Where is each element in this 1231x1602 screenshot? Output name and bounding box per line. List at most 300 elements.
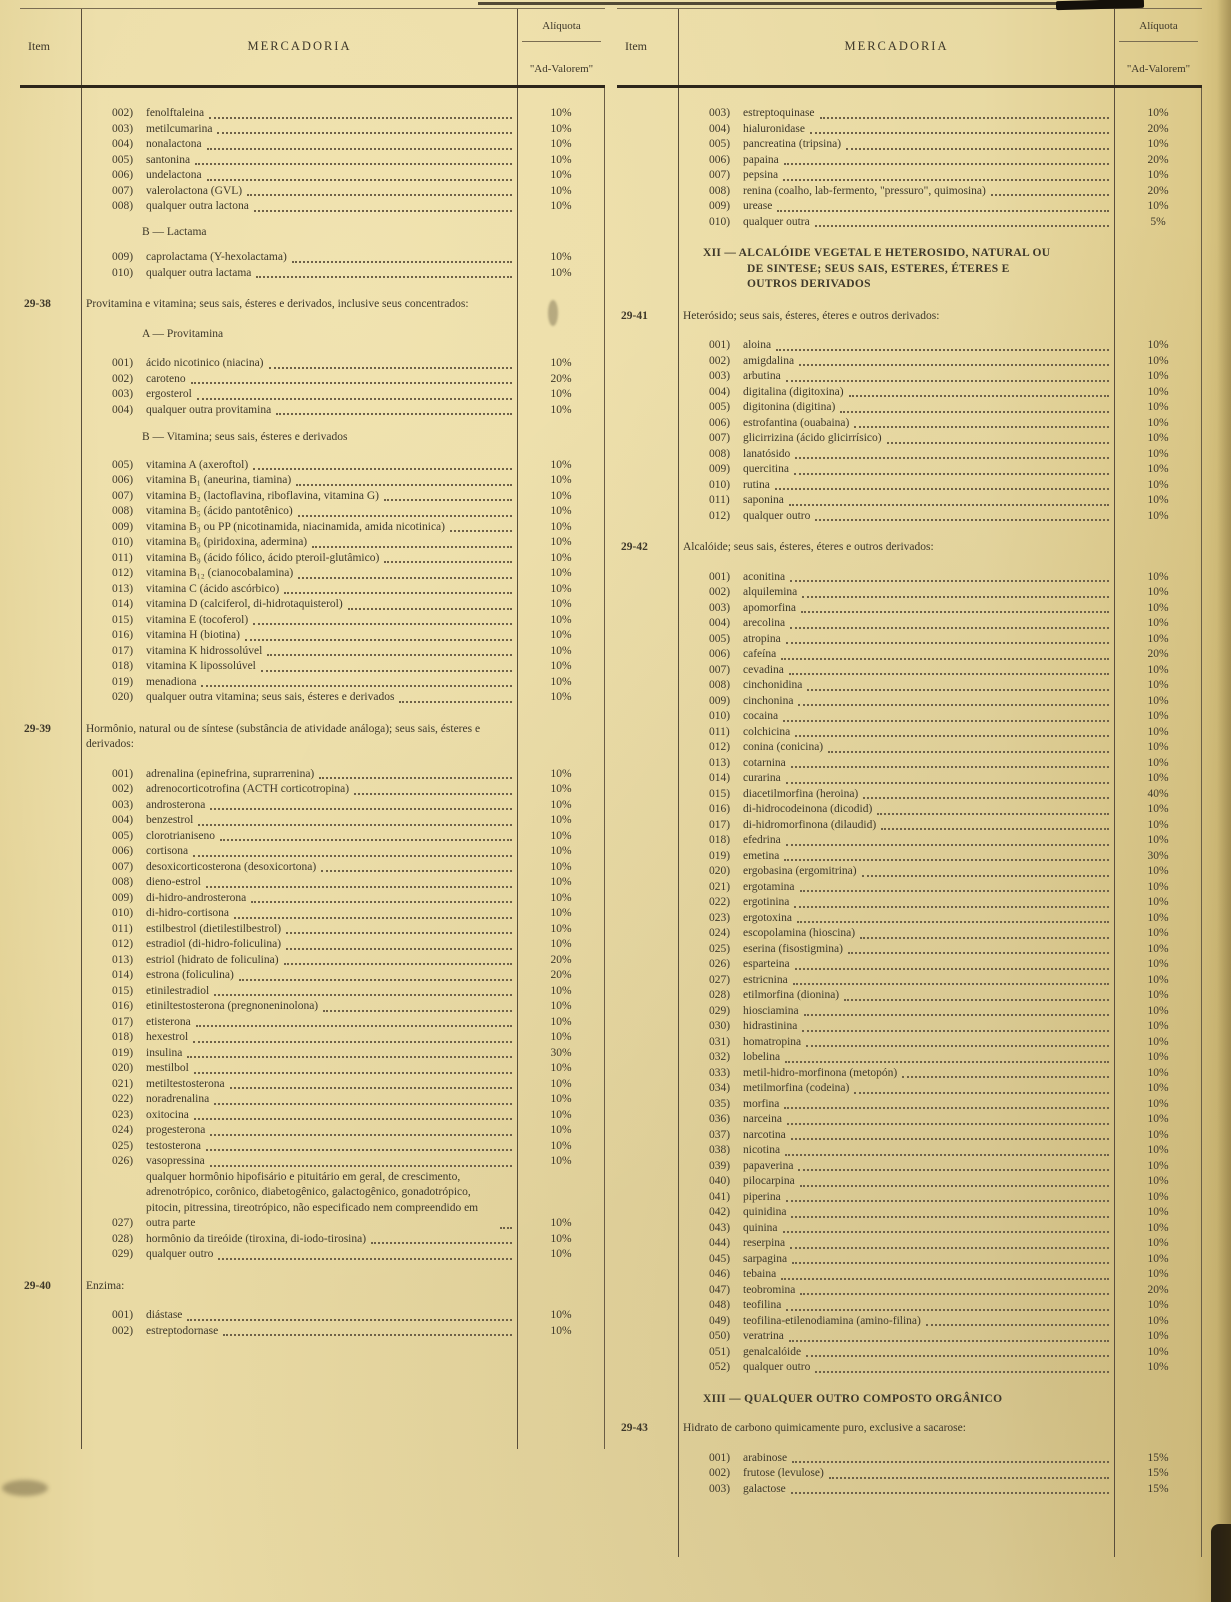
item-code-cell xyxy=(20,106,82,122)
entry-row xyxy=(20,1154,605,1170)
column-1 xyxy=(20,8,605,1557)
header-mercadoria-label: MERCADORIA xyxy=(247,39,352,54)
mercadoria-cell xyxy=(82,458,517,474)
spacer-row xyxy=(20,215,605,225)
mercadoria-cell xyxy=(679,385,1114,401)
dotted-leader xyxy=(207,179,512,181)
entry-number: 020) xyxy=(709,865,731,877)
dotted-leader xyxy=(807,689,1109,691)
rate-value: 10% xyxy=(550,551,572,564)
entry-number: 008) xyxy=(709,447,731,460)
rate-cell xyxy=(517,106,605,122)
rate-value: 10% xyxy=(550,357,572,369)
mercadoria-cell xyxy=(679,509,1114,525)
rate-cell xyxy=(1114,895,1202,911)
item-code-cell xyxy=(20,1061,82,1077)
mercadoria-cell xyxy=(82,675,517,691)
item-code-cell xyxy=(617,833,679,849)
entry-text: aconitina xyxy=(743,570,786,583)
dotted-leader xyxy=(193,855,512,857)
item-code-cell xyxy=(617,1143,679,1159)
dotted-leader xyxy=(786,844,1109,846)
item-code-cell xyxy=(617,1360,679,1376)
spacer-row xyxy=(617,1497,1202,1557)
dotted-leader xyxy=(787,1123,1109,1125)
entry-number: 010) xyxy=(709,710,731,722)
entry-number: 005) xyxy=(709,401,731,413)
rate-value: 20% xyxy=(1147,153,1169,166)
entry-text: emetina xyxy=(743,849,780,862)
dotted-leader xyxy=(795,457,1109,459)
entry-line xyxy=(86,1015,515,1031)
rate-value: 10% xyxy=(550,767,572,780)
entry-line xyxy=(86,644,515,660)
rate-cell xyxy=(517,1077,605,1093)
entry-row xyxy=(617,1081,1202,1097)
entry-row xyxy=(20,1092,605,1108)
entry-text: estricnina xyxy=(743,973,788,986)
entry-number: 006) xyxy=(112,169,134,181)
item-code-cell xyxy=(617,787,679,803)
entry-number: 049) xyxy=(709,1314,731,1327)
entry-row xyxy=(20,1061,605,1077)
header-item-label: Item xyxy=(20,9,82,85)
entry-row xyxy=(617,1112,1202,1128)
rate-cell xyxy=(517,1123,605,1139)
rate-cell xyxy=(1114,1050,1202,1066)
mercadoria-cell xyxy=(82,906,517,922)
header-item-label: Item xyxy=(617,9,679,85)
rate-cell xyxy=(1114,540,1202,556)
entry-number: 004) xyxy=(709,617,731,629)
item-code-cell xyxy=(617,1205,679,1221)
item-code-cell xyxy=(617,818,679,834)
entry-number: 004) xyxy=(112,138,134,150)
entry-text: diástase xyxy=(146,1309,183,1321)
mercadoria-cell xyxy=(82,690,517,706)
entry-text: morfina xyxy=(743,1097,780,1110)
entry-text: di-hidrocodeinona (dicodid) xyxy=(743,803,873,815)
entry-line xyxy=(683,895,1112,911)
mercadoria-cell xyxy=(82,1092,517,1108)
entry-text: etinilestradiol xyxy=(146,984,210,997)
entry-number: 007) xyxy=(112,489,134,502)
entry-number: 017) xyxy=(112,644,134,657)
entry-text: lobelina xyxy=(743,1051,781,1063)
entry-line xyxy=(683,199,1112,215)
entry-number: 007) xyxy=(112,184,134,197)
entry-number: 027) xyxy=(709,973,731,986)
entry-number: 002) xyxy=(112,783,134,795)
entry-text: mestilbol xyxy=(146,1062,189,1074)
dotted-leader xyxy=(786,1309,1109,1311)
rate-cell xyxy=(517,1139,605,1155)
mercadoria-cell xyxy=(82,215,517,225)
rate-cell xyxy=(1114,1437,1202,1451)
entry-line xyxy=(86,1108,515,1124)
item-code-cell xyxy=(617,1019,679,1035)
dotted-leader xyxy=(815,225,1109,227)
item-code-cell xyxy=(20,446,82,458)
rate-cell xyxy=(1114,771,1202,787)
entry-line xyxy=(683,1004,1112,1020)
entry-text: alquilemina xyxy=(743,586,798,598)
entry-number: 014) xyxy=(709,772,731,784)
dotted-leader xyxy=(321,870,512,872)
dotted-leader xyxy=(862,875,1109,877)
item-code-cell xyxy=(20,1247,82,1263)
rate-value: 10% xyxy=(1147,958,1169,970)
dotted-leader xyxy=(844,999,1109,1001)
entry-number: 001) xyxy=(709,1451,731,1464)
item-code-cell xyxy=(20,88,82,106)
item-code-cell xyxy=(20,706,82,722)
mercadoria-cell xyxy=(82,1015,517,1031)
item-code-cell xyxy=(20,327,82,343)
entry-line xyxy=(683,478,1112,494)
item-code-cell xyxy=(617,524,679,540)
rate-value: 10% xyxy=(550,1031,572,1043)
dotted-leader xyxy=(806,1045,1109,1047)
rate-value: 40% xyxy=(1147,787,1169,800)
item-code-cell xyxy=(617,1314,679,1330)
rate-cell xyxy=(517,1247,605,1263)
dotted-leader xyxy=(783,179,1109,181)
rate-cell xyxy=(517,906,605,922)
entry-number: 045) xyxy=(709,1252,731,1265)
entry-number: 019) xyxy=(112,1046,134,1059)
rate-cell xyxy=(517,844,605,860)
entry-line xyxy=(86,968,515,984)
rate-cell xyxy=(517,813,605,829)
rate-value: 10% xyxy=(1147,1113,1169,1125)
rate-value: 10% xyxy=(550,505,572,517)
rate-cell xyxy=(1114,570,1202,586)
item-code-cell xyxy=(20,1030,82,1046)
entry-row xyxy=(20,1247,605,1263)
entry-row xyxy=(617,1174,1202,1190)
entry-text: narceina xyxy=(743,1113,782,1125)
entry-text: valerolactona (GVL) xyxy=(146,184,243,197)
dotted-leader xyxy=(371,1242,512,1244)
spacer-row xyxy=(20,753,605,767)
rate-value: 10% xyxy=(1147,586,1169,598)
item-code-cell xyxy=(617,1482,679,1498)
rate-cell xyxy=(1114,1267,1202,1283)
rate-cell xyxy=(517,1030,605,1046)
dotted-leader xyxy=(784,859,1109,861)
item-code-cell xyxy=(20,342,82,356)
entry-line xyxy=(683,926,1112,942)
mercadoria-cell xyxy=(82,953,517,969)
entry-row xyxy=(617,601,1202,617)
rate-cell xyxy=(517,215,605,225)
entry-row xyxy=(617,1466,1202,1482)
rate-value: 10% xyxy=(550,1015,572,1028)
entry-text: estriol (hidrato de foliculina) xyxy=(146,953,279,966)
section-row xyxy=(617,540,1202,556)
item-code-cell xyxy=(20,1077,82,1093)
entry-line xyxy=(683,153,1112,169)
mercadoria-cell xyxy=(679,756,1114,772)
entry-text: eserina (fisostigmina) xyxy=(743,942,843,955)
entry-line xyxy=(683,509,1112,525)
rate-cell xyxy=(1114,1097,1202,1113)
entry-line xyxy=(683,864,1112,880)
mercadoria-cell xyxy=(82,327,517,343)
mercadoria-cell xyxy=(82,266,517,282)
mercadoria-cell xyxy=(679,524,1114,540)
entry-row xyxy=(20,473,605,489)
entry-line xyxy=(86,922,515,938)
mercadoria-cell xyxy=(679,895,1114,911)
entry-number: 006) xyxy=(112,845,134,857)
column-2-header xyxy=(617,8,1202,88)
rate-value: 10% xyxy=(1147,989,1169,1001)
rate-value: 10% xyxy=(1147,632,1169,645)
mercadoria-cell xyxy=(82,225,517,241)
mercadoria-cell xyxy=(82,1170,517,1232)
dotted-leader xyxy=(298,577,512,579)
dotted-leader xyxy=(902,1076,1109,1078)
rate-cell xyxy=(1114,756,1202,772)
entry-text: vitamina B₉ (ácido fólico, ácido pteroil-glutâmico) xyxy=(146,551,380,564)
rate-cell xyxy=(1114,478,1202,494)
rate-value: 10% xyxy=(1147,570,1169,583)
mercadoria-cell xyxy=(679,137,1114,153)
rate-value: 10% xyxy=(550,660,572,672)
item-code-cell xyxy=(617,1004,679,1020)
entry-text: curarina xyxy=(743,772,781,784)
rate-value: 10% xyxy=(550,1217,572,1229)
entry-number: 007) xyxy=(112,860,134,873)
entry-row xyxy=(20,953,605,969)
mercadoria-cell xyxy=(679,1236,1114,1252)
rate-cell xyxy=(1114,447,1202,463)
item-code-cell xyxy=(617,895,679,911)
item-code-cell xyxy=(617,1050,679,1066)
dotted-leader xyxy=(261,670,512,672)
item-code-cell xyxy=(617,570,679,586)
rate-value: 10% xyxy=(550,138,572,150)
rate-cell xyxy=(517,644,605,660)
entry-number: 012) xyxy=(709,741,731,753)
rate-value: 10% xyxy=(1147,1175,1169,1187)
item-code-cell xyxy=(20,582,82,598)
dotted-leader xyxy=(790,1247,1109,1249)
mercadoria-cell xyxy=(679,1097,1114,1113)
rate-value: 10% xyxy=(1147,1268,1169,1280)
item-code-cell xyxy=(20,458,82,474)
entry-text: vitamina K hidrossolúvel xyxy=(146,644,263,657)
dotted-leader xyxy=(196,1025,512,1027)
entry-row xyxy=(617,493,1202,509)
rate-cell xyxy=(1114,942,1202,958)
item-code-cell xyxy=(20,782,82,798)
entry-line xyxy=(86,1247,515,1263)
entry-line xyxy=(683,447,1112,463)
mercadoria-cell xyxy=(82,122,517,138)
entry-line xyxy=(86,1170,515,1232)
item-code-cell xyxy=(617,601,679,617)
mercadoria-cell xyxy=(82,1339,517,1449)
mercadoria-cell xyxy=(679,431,1114,447)
entry-number: 007) xyxy=(709,169,731,181)
mercadoria-cell xyxy=(679,678,1114,694)
rate-value: 10% xyxy=(1147,741,1169,753)
item-code-cell xyxy=(617,88,679,106)
entry-number: 013) xyxy=(112,582,134,595)
entry-row xyxy=(617,647,1202,663)
entry-number: 018) xyxy=(709,834,731,846)
entry-number: 051) xyxy=(709,1345,731,1358)
dotted-leader xyxy=(312,546,512,548)
mercadoria-cell xyxy=(679,570,1114,586)
dotted-leader xyxy=(194,1072,512,1074)
entry-number: 007) xyxy=(709,663,731,676)
entry-text: qualquer outro xyxy=(146,1248,214,1260)
rate-cell xyxy=(1114,168,1202,184)
rate-cell xyxy=(517,613,605,629)
entry-row xyxy=(617,1004,1202,1020)
rate-cell xyxy=(517,891,605,907)
rate-value: 10% xyxy=(550,169,572,181)
dotted-leader xyxy=(298,515,512,517)
entry-text: estreptoquinase xyxy=(743,107,815,119)
column-2-body xyxy=(617,88,1202,1557)
rate-value: 10% xyxy=(550,403,572,416)
mercadoria-cell xyxy=(679,771,1114,787)
entry-number: 006) xyxy=(709,648,731,660)
entry-row xyxy=(20,153,605,169)
item-code-cell xyxy=(20,937,82,953)
rate-value: 10% xyxy=(1147,138,1169,150)
rate-value: 10% xyxy=(550,266,572,279)
rate-cell xyxy=(517,137,605,153)
mercadoria-cell xyxy=(82,387,517,403)
rate-cell xyxy=(1114,1497,1202,1557)
rate-value: 10% xyxy=(550,1139,572,1152)
item-code-cell xyxy=(617,911,679,927)
entry-line xyxy=(683,122,1112,138)
rate-cell xyxy=(1114,632,1202,648)
mercadoria-cell xyxy=(679,153,1114,169)
entry-line xyxy=(86,250,515,266)
rate-value: 10% xyxy=(1147,725,1169,738)
mercadoria-cell xyxy=(679,1421,1114,1437)
dotted-leader xyxy=(254,210,512,212)
entry-line xyxy=(683,416,1112,432)
mercadoria-cell xyxy=(82,504,517,520)
entry-line xyxy=(683,168,1112,184)
rate-cell xyxy=(517,356,605,372)
dotted-leader xyxy=(815,519,1109,521)
dotted-leader xyxy=(218,1258,512,1260)
entry-line xyxy=(683,431,1112,447)
dotted-leader xyxy=(784,1107,1109,1109)
item-code-cell xyxy=(20,999,82,1015)
mercadoria-cell xyxy=(679,324,1114,338)
entry-line xyxy=(86,875,515,891)
entry-line xyxy=(683,215,1112,231)
dotted-leader xyxy=(348,608,512,610)
rate-cell xyxy=(517,266,605,282)
section-row xyxy=(617,1421,1202,1437)
entry-row xyxy=(617,973,1202,989)
entry-row xyxy=(617,818,1202,834)
entry-row xyxy=(617,385,1202,401)
item-code-cell xyxy=(617,184,679,200)
entry-number: 027) xyxy=(112,1217,134,1229)
rate-cell xyxy=(517,767,605,783)
mercadoria-cell xyxy=(679,1221,1114,1237)
entry-number: 047) xyxy=(709,1283,731,1296)
rate-value: 10% xyxy=(1147,803,1169,815)
mercadoria-cell xyxy=(679,1004,1114,1020)
rate-value: 10% xyxy=(550,938,572,950)
entry-line xyxy=(683,1066,1112,1082)
entry-row xyxy=(20,613,605,629)
entry-row xyxy=(20,922,605,938)
rate-cell xyxy=(1114,324,1202,338)
entry-line xyxy=(86,106,515,122)
entry-line xyxy=(683,354,1112,370)
entry-number: 016) xyxy=(709,803,731,815)
mercadoria-cell xyxy=(679,184,1114,200)
entry-number: 003) xyxy=(709,1482,731,1495)
entry-text: vitamina H (biotina) xyxy=(146,629,240,641)
entry-line xyxy=(86,1154,515,1170)
entry-text: ácido nicotinico (niacina) xyxy=(146,357,264,369)
entry-line xyxy=(86,551,515,567)
rate-cell xyxy=(517,1170,605,1232)
mercadoria-cell xyxy=(82,706,517,722)
mercadoria-cell xyxy=(679,1451,1114,1467)
header-adValorem-line2: "Ad-Valorem" xyxy=(529,62,594,75)
entry-line xyxy=(683,942,1112,958)
rate-cell xyxy=(517,984,605,1000)
entry-text: saponina xyxy=(743,494,784,506)
entry-line xyxy=(86,613,515,629)
rate-cell xyxy=(517,297,605,313)
rate-cell xyxy=(1114,246,1202,293)
entry-text: teofilina-etilenodiamina (amino-filina) xyxy=(743,1314,921,1327)
rate-value: 10% xyxy=(1147,1299,1169,1311)
rate-cell xyxy=(517,281,605,297)
column-1-header xyxy=(20,8,605,88)
item-code-cell xyxy=(20,891,82,907)
mercadoria-cell xyxy=(82,644,517,660)
rate-value: 10% xyxy=(1147,834,1169,846)
rate-value: 10% xyxy=(550,582,572,595)
entry-row xyxy=(20,999,605,1015)
entry-row xyxy=(617,802,1202,818)
mercadoria-cell xyxy=(679,293,1114,309)
rate-cell xyxy=(1114,1159,1202,1175)
entry-line xyxy=(683,1050,1112,1066)
dotted-leader xyxy=(790,627,1109,629)
entry-text: estreptodornase xyxy=(146,1324,219,1337)
item-code-cell xyxy=(20,551,82,567)
entry-text: colchicina xyxy=(743,725,791,738)
entry-row xyxy=(20,1108,605,1124)
item-code-cell xyxy=(617,400,679,416)
spacer-row xyxy=(20,313,605,327)
entry-text: vitamina K lipossolúvel xyxy=(146,660,256,672)
rate-value: 20% xyxy=(1147,1283,1169,1296)
entry-number: 002) xyxy=(112,1324,134,1337)
dotted-leader xyxy=(863,797,1109,799)
